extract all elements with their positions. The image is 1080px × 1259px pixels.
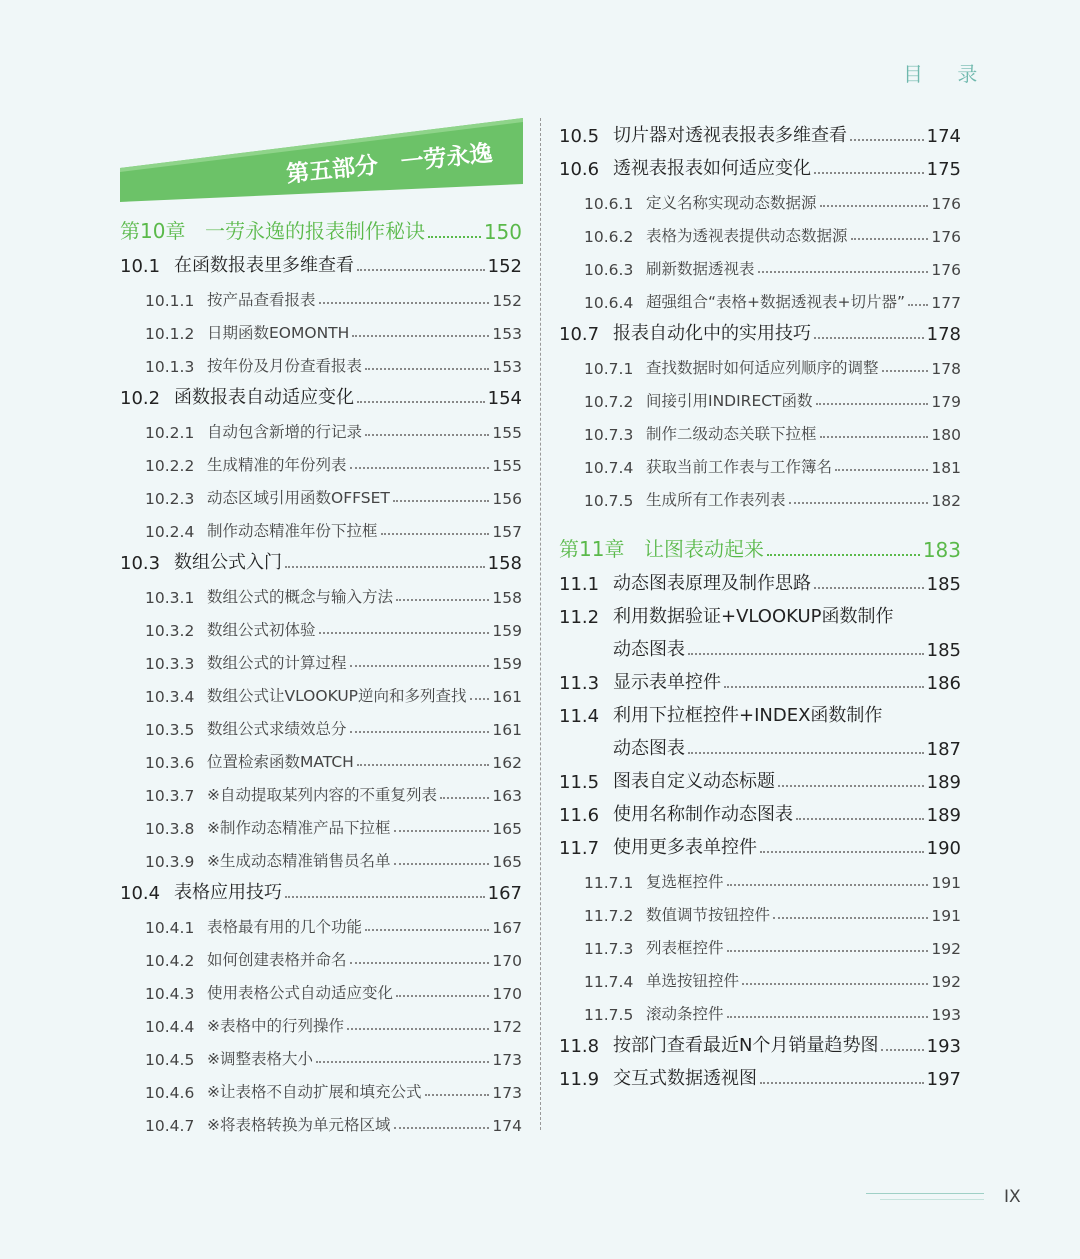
- dot-leader: [789, 502, 929, 504]
- toc-entry-page: 176: [931, 195, 961, 213]
- toc-entry-page: 187: [926, 739, 961, 760]
- dot-leader: [470, 698, 490, 700]
- toc-entry-number: 10.2: [120, 388, 161, 409]
- dot-leader: [850, 139, 924, 141]
- toc-entry-title: 定义名称实现动态数据源: [646, 194, 817, 212]
- toc-entry-title: 复选框控件: [646, 873, 724, 891]
- toc-entry-title: 间接引用INDIRECT函数: [646, 392, 813, 410]
- toc-entry-sub[interactable]: [120, 937, 522, 970]
- toc-entry-page: 191: [931, 907, 961, 925]
- toc-entry-chap[interactable]: [559, 526, 961, 562]
- dot-leader: [742, 983, 928, 985]
- dot-leader: [760, 851, 924, 853]
- toc-entry-page: 154: [487, 388, 522, 409]
- toc-entry-sec[interactable]: [559, 114, 961, 147]
- toc-entry-page: 152: [492, 292, 522, 310]
- toc-entry-number: 10.3.4: [145, 688, 195, 706]
- toc-entry-title: 制作动态精准年份下拉框: [207, 522, 378, 540]
- toc-entry-number: 10.4.6: [145, 1084, 195, 1102]
- dot-leader: [285, 566, 485, 568]
- toc-entry-sub[interactable]: [120, 442, 522, 475]
- toc-entry-page: 176: [931, 261, 961, 279]
- toc-entry-number: 第11章: [559, 537, 625, 561]
- toc-entry-title: 动态图表: [613, 639, 685, 660]
- toc-entry-page: 177: [931, 294, 961, 312]
- toc-entry-number: 10.7: [559, 324, 600, 345]
- toc-entry-title: 数组公式让VLOOKUP逆向和多列查找: [207, 687, 467, 705]
- toc-entry-page: 180: [931, 426, 961, 444]
- toc-entry-sub[interactable]: [120, 838, 522, 871]
- toc-entry-number: 10.4: [120, 883, 161, 904]
- toc-entry-number: 11.6: [559, 805, 600, 826]
- toc-entry-number: 11.3: [559, 673, 600, 694]
- toc-entry-title: 获取当前工作表与工作簿名: [646, 458, 833, 476]
- toc-entry-sec[interactable]: [120, 541, 522, 574]
- toc-entry-number: 10.3.3: [145, 655, 195, 673]
- toc-entry-sub[interactable]: [120, 475, 522, 508]
- dot-leader: [394, 863, 490, 865]
- dot-leader: [814, 587, 924, 589]
- toc-entry-title: 数组公式求绩效总分: [207, 720, 347, 738]
- toc-entry-chap[interactable]: [120, 208, 522, 244]
- toc-entry-title: 数组公式的计算过程: [207, 654, 347, 672]
- toc-entry-number: 10.1: [120, 256, 161, 277]
- toc-entry-title: 生成所有工作表列表: [646, 491, 786, 509]
- toc-entry-sub[interactable]: [559, 991, 961, 1024]
- toc-entry-title: 表格为透视表提供动态数据源: [646, 227, 848, 245]
- toc-entry-title: 位置检索函数MATCH: [207, 753, 354, 771]
- toc-entry-sec[interactable]: [559, 661, 961, 694]
- dot-leader: [773, 917, 928, 919]
- toc-entry-page: 174: [926, 126, 961, 147]
- toc-entry-page: 189: [926, 772, 961, 793]
- toc-entry-number: 10.3.8: [145, 820, 195, 838]
- toc-entry-sub[interactable]: [559, 180, 961, 213]
- toc-entry-number: 10.2.4: [145, 523, 195, 541]
- toc-entry-page: 159: [492, 655, 522, 673]
- toc-entry-number: 11.7.2: [584, 907, 634, 925]
- toc-entry-page: 178: [926, 324, 961, 345]
- toc-entry-number: 11.2: [559, 607, 600, 628]
- toc-entry-page: 181: [931, 459, 961, 477]
- dot-leader: [319, 302, 490, 304]
- toc-entry-number: 10.3.6: [145, 754, 195, 772]
- toc-entry-sub[interactable]: [120, 343, 522, 376]
- dot-leader: [394, 830, 490, 832]
- dot-leader: [425, 1094, 490, 1096]
- toc-entry-title: 动态区域引用函数OFFSET: [207, 489, 390, 507]
- toc-entry-number: 11.1: [559, 574, 600, 595]
- toc-entry-sub[interactable]: [120, 1069, 522, 1102]
- toc-entry-title: 单选按钮控件: [646, 972, 740, 990]
- toc-entry-sec[interactable]: [559, 562, 961, 595]
- toc-entry-page: 172: [492, 1018, 522, 1036]
- toc-entry-title: ※生成动态精准销售员名单: [207, 852, 391, 870]
- toc-entry-title: 如何创建表格并命名: [207, 951, 347, 969]
- toc-entry-number: 10.6: [559, 159, 600, 180]
- dot-leader: [814, 337, 924, 339]
- toc-right-column: [559, 114, 961, 1090]
- toc-entry-title: 超强组合“表格+数据透视表+切片器”: [646, 293, 906, 311]
- toc-entry-title: 交互式数据透视图: [613, 1068, 757, 1089]
- toc-entry-sub[interactable]: [559, 444, 961, 477]
- toc-entry-page: 157: [492, 523, 522, 541]
- toc-entry-number: 10.2.3: [145, 490, 195, 508]
- toc-entry-sub[interactable]: [120, 1102, 522, 1135]
- toc-entry-title: ※让表格不自动扩展和填充公式: [207, 1083, 422, 1101]
- toc-entry-page: 179: [931, 393, 961, 411]
- toc-entry-sub[interactable]: [120, 970, 522, 1003]
- toc-entry-sub[interactable]: [559, 345, 961, 378]
- toc-entry-sub[interactable]: [120, 805, 522, 838]
- toc-entry-page: 185: [926, 574, 961, 595]
- dot-leader: [428, 236, 481, 238]
- toc-entry-page: 178: [931, 360, 961, 378]
- toc-entry-title: 切片器对透视表报表多维查看: [613, 125, 847, 146]
- toc-entry-page: 163: [492, 787, 522, 805]
- toc-entry-title: 使用名称制作动态图表: [613, 804, 793, 825]
- toc-entry-sub[interactable]: [120, 673, 522, 706]
- dot-leader: [350, 731, 490, 733]
- toc-entry-title: 刷新数据透视表: [646, 260, 755, 278]
- toc-entry-sub[interactable]: [120, 310, 522, 343]
- toc-entry-number: 10.7.5: [584, 492, 634, 510]
- dot-leader: [319, 632, 490, 634]
- toc-entry-title: 显示表单控件: [613, 672, 721, 693]
- toc-entry-page: 174: [492, 1117, 522, 1135]
- toc-entry-number: 11.7.3: [584, 940, 634, 958]
- dot-leader: [881, 1049, 923, 1051]
- toc-entry-number: 10.3.2: [145, 622, 195, 640]
- toc-entry-number: 10.6.3: [584, 261, 634, 279]
- toc-entry-title: 数值调节按钮控件: [646, 906, 771, 924]
- toc-entry-page: 162: [492, 754, 522, 772]
- toc-entry-sub[interactable]: [120, 640, 522, 673]
- toc-entry-page: 191: [931, 874, 961, 892]
- dot-leader: [381, 533, 490, 535]
- toc-entry-number: 10.7.1: [584, 360, 634, 378]
- toc-entry-page: 170: [492, 985, 522, 1003]
- toc-entry-title: ※表格中的行列操作: [207, 1017, 344, 1035]
- toc-entry-page: 153: [492, 325, 522, 343]
- toc-entry-number: 11.4: [559, 706, 600, 727]
- part-banner: [120, 118, 523, 202]
- toc-entry-number: 10.3.5: [145, 721, 195, 739]
- toc-entry-number: 10.3.1: [145, 589, 195, 607]
- dot-leader: [814, 172, 924, 174]
- dot-leader: [727, 1016, 929, 1018]
- toc-entry-sec[interactable]: [559, 760, 961, 793]
- page-header-title: 目 录: [903, 62, 992, 86]
- toc-entry-page: 158: [487, 553, 522, 574]
- toc-entry-number: 10.4.2: [145, 952, 195, 970]
- toc-entry-title: 按部门查看最近N个月销量趋势图: [613, 1035, 879, 1056]
- toc-entry-sub[interactable]: [120, 409, 522, 442]
- toc-entry-title: 透视表报表如何适应变化: [613, 158, 811, 179]
- dot-leader: [796, 818, 924, 820]
- toc-entry-number: 10.6.4: [584, 294, 634, 312]
- dot-leader: [316, 1061, 489, 1063]
- dot-leader: [285, 896, 485, 898]
- dot-leader: [394, 1127, 490, 1129]
- toc-entry-page: 156: [492, 490, 522, 508]
- dot-leader: [347, 1028, 489, 1030]
- toc-entry-title: 利用数据验证+VLOOKUP函数制作: [613, 606, 894, 627]
- toc-entry-number: 10.1.3: [145, 358, 195, 376]
- toc-entry-page: 170: [492, 952, 522, 970]
- footer-rule: [866, 1193, 984, 1194]
- toc-entry-page: 165: [492, 853, 522, 871]
- banner-title: 第五部分 一劳永逸: [285, 139, 494, 189]
- toc-entry-number: 10.4.3: [145, 985, 195, 1003]
- toc-entry-page: 175: [926, 159, 961, 180]
- toc-entry-number: 10.7.2: [584, 393, 634, 411]
- toc-entry-page: 152: [487, 256, 522, 277]
- dot-leader: [350, 665, 490, 667]
- toc-entry-sec[interactable]: [559, 312, 961, 345]
- dot-leader: [908, 304, 928, 306]
- toc-entry-title: 让图表动起来: [644, 537, 764, 561]
- dot-leader: [350, 962, 490, 964]
- toc-entry-page: 192: [931, 940, 961, 958]
- toc-entry-sec[interactable]: [559, 1024, 961, 1057]
- toc-entry-page: 153: [492, 358, 522, 376]
- dot-leader: [882, 370, 929, 372]
- toc-entry-sub[interactable]: [559, 279, 961, 312]
- toc-entry-page: 159: [492, 622, 522, 640]
- toc-left-column: [120, 208, 522, 1135]
- dot-leader: [820, 205, 929, 207]
- toc-entry-page: 182: [931, 492, 961, 510]
- toc-entry-page: 158: [492, 589, 522, 607]
- dot-leader: [724, 686, 924, 688]
- toc-entry-number: 10.7.4: [584, 459, 634, 477]
- toc-entry-sub[interactable]: [559, 246, 961, 279]
- toc-entry-sub[interactable]: [120, 1003, 522, 1036]
- toc-entry-page: 161: [492, 721, 522, 739]
- toc-entry-page: 161: [492, 688, 522, 706]
- toc-entry-number: 10.2.2: [145, 457, 195, 475]
- dot-leader: [357, 401, 485, 403]
- toc-entry-number: 10.3.9: [145, 853, 195, 871]
- dot-leader: [350, 467, 490, 469]
- toc-entry-title: 数组公式的概念与输入方法: [207, 588, 394, 606]
- toc-entry-page: 193: [926, 1036, 961, 1057]
- dot-leader: [816, 403, 929, 405]
- toc-entry-sub[interactable]: [559, 892, 961, 925]
- dot-leader: [440, 797, 489, 799]
- dot-leader: [396, 995, 489, 997]
- dot-leader: [767, 554, 920, 556]
- toc-entry-page: 155: [492, 424, 522, 442]
- toc-entry-title: 报表自动化中的实用技巧: [613, 323, 811, 344]
- toc-entry-page: 167: [492, 919, 522, 937]
- toc-entry-sec-cont[interactable]: [559, 727, 961, 760]
- toc-entry-title: 按年份及月份查看报表: [207, 357, 363, 375]
- dot-leader: [851, 238, 929, 240]
- toc-entry-page: 190: [926, 838, 961, 859]
- toc-entry-sub[interactable]: [120, 739, 522, 772]
- toc-entry-page: 185: [926, 640, 961, 661]
- toc-entry-title: 按产品查看报表: [207, 291, 316, 309]
- toc-entry-sub[interactable]: [120, 706, 522, 739]
- toc-entry-title: 数组公式初体验: [207, 621, 316, 639]
- toc-entry-number: 10.1.1: [145, 292, 195, 310]
- toc-entry-number: 10.2.1: [145, 424, 195, 442]
- toc-entry-title: 图表自定义动态标题: [613, 771, 775, 792]
- toc-entry-title: 在函数报表里多维查看: [174, 255, 354, 276]
- toc-entry-number: 11.9: [559, 1069, 600, 1090]
- toc-entry-title: 使用更多表单控件: [613, 837, 757, 858]
- dot-leader: [727, 884, 929, 886]
- dot-leader: [727, 950, 929, 952]
- toc-entry-page: 176: [931, 228, 961, 246]
- column-divider: [540, 118, 541, 1130]
- toc-entry-title: 数组公式入门: [174, 552, 282, 573]
- toc-entry-title: 函数报表自动适应变化: [174, 387, 354, 408]
- toc-entry-sub[interactable]: [120, 904, 522, 937]
- toc-entry-title: 制作二级动态关联下拉框: [646, 425, 817, 443]
- toc-entry-sec[interactable]: [559, 826, 961, 859]
- toc-entry-sec[interactable]: [559, 595, 961, 628]
- dot-leader: [835, 469, 928, 471]
- footer-rule-secondary: [880, 1199, 984, 1200]
- toc-entry-title: 滚动条控件: [646, 1005, 724, 1023]
- page-number: IX: [1004, 1187, 1021, 1207]
- toc-entry-sec[interactable]: [120, 871, 522, 904]
- toc-entry-sec[interactable]: [120, 376, 522, 409]
- toc-entry-number: 10.3: [120, 553, 161, 574]
- dot-leader: [365, 434, 489, 436]
- toc-entry-page: 173: [492, 1084, 522, 1102]
- toc-entry-number: 第10章: [120, 219, 186, 243]
- toc-entry-title: 自动包含新增的行记录: [207, 423, 363, 441]
- dot-leader: [820, 436, 929, 438]
- toc-entry-page: 197: [926, 1069, 961, 1090]
- toc-entry-page: 186: [926, 673, 961, 694]
- toc-entry-sub[interactable]: [559, 859, 961, 892]
- toc-entry-page: 155: [492, 457, 522, 475]
- toc-entry-page: 183: [922, 538, 961, 562]
- toc-entry-sub[interactable]: [120, 1036, 522, 1069]
- toc-entry-sub[interactable]: [559, 958, 961, 991]
- toc-entry-sub[interactable]: [559, 411, 961, 444]
- toc-entry-number: 11.7.5: [584, 1006, 634, 1024]
- toc-entry-sub[interactable]: [120, 508, 522, 541]
- toc-entry-title: 表格应用技巧: [174, 882, 282, 903]
- toc-entry-sub[interactable]: [559, 925, 961, 958]
- toc-entry-number: 11.5: [559, 772, 600, 793]
- toc-entry-title: 利用下拉框控件+INDEX函数制作: [613, 705, 883, 726]
- toc-entry-sec[interactable]: [559, 793, 961, 826]
- toc-entry-sub[interactable]: [559, 477, 961, 510]
- toc-entry-title: ※制作动态精准产品下拉框: [207, 819, 391, 837]
- toc-entry-sec[interactable]: [559, 147, 961, 180]
- toc-entry-sub[interactable]: [120, 574, 522, 607]
- toc-entry-title: ※将表格转换为单元格区域: [207, 1116, 391, 1134]
- toc-entry-number: 10.4.7: [145, 1117, 195, 1135]
- toc-entry-sec[interactable]: [559, 694, 961, 727]
- toc-entry-number: 10.3.7: [145, 787, 195, 805]
- toc-entry-sec[interactable]: [559, 1057, 961, 1090]
- toc-entry-page: 189: [926, 805, 961, 826]
- toc-entry-page: 193: [931, 1006, 961, 1024]
- toc-entry-number: 10.6.2: [584, 228, 634, 246]
- dot-leader: [357, 764, 490, 766]
- dot-leader: [365, 929, 489, 931]
- toc-entry-title: 日期函数EOMONTH: [207, 324, 350, 342]
- toc-entry-title: 一劳永逸的报表制作秘诀: [205, 219, 425, 243]
- toc-entry-title: 表格最有用的几个功能: [207, 918, 363, 936]
- toc-entry-title: ※自动提取某列内容的不重复列表: [207, 786, 437, 804]
- dot-leader: [778, 785, 924, 787]
- toc-entry-title: 动态图表: [613, 738, 685, 759]
- toc-entry-page: 165: [492, 820, 522, 838]
- toc-entry-number: 10.1.2: [145, 325, 195, 343]
- toc-entry-title: 动态图表原理及制作思路: [613, 573, 811, 594]
- dot-leader: [688, 653, 924, 655]
- section-spacer: [559, 510, 961, 526]
- toc-entry-sec[interactable]: [120, 244, 522, 277]
- toc-entry-number: 11.7.1: [584, 874, 634, 892]
- toc-entry-number: 10.5: [559, 126, 600, 147]
- dot-leader: [760, 1082, 924, 1084]
- toc-entry-title: ※调整表格大小: [207, 1050, 313, 1068]
- dot-leader: [688, 752, 924, 754]
- dot-leader: [352, 335, 489, 337]
- toc-entry-number: 10.4.4: [145, 1018, 195, 1036]
- dot-leader: [365, 368, 489, 370]
- dot-leader: [758, 271, 929, 273]
- toc-entry-sub[interactable]: [120, 277, 522, 310]
- toc-entry-number: 11.7.4: [584, 973, 634, 991]
- dot-leader: [396, 599, 489, 601]
- toc-entry-title: 生成精准的年份列表: [207, 456, 347, 474]
- toc-entry-sub[interactable]: [559, 378, 961, 411]
- toc-entry-page: 167: [487, 883, 522, 904]
- toc-entry-sub[interactable]: [120, 607, 522, 640]
- toc-entry-title: 查找数据时如何适应列顺序的调整: [646, 359, 879, 377]
- toc-entry-page: 192: [931, 973, 961, 991]
- toc-entry-number: 10.4.5: [145, 1051, 195, 1069]
- toc-entry-number: 10.6.1: [584, 195, 634, 213]
- toc-entry-number: 11.7: [559, 838, 600, 859]
- toc-entry-page: 150: [483, 220, 522, 244]
- toc-entry-page: 173: [492, 1051, 522, 1069]
- toc-entry-number: 10.4.1: [145, 919, 195, 937]
- toc-entry-title: 列表框控件: [646, 939, 724, 957]
- toc-entry-sub[interactable]: [559, 213, 961, 246]
- toc-entry-sec-cont[interactable]: [559, 628, 961, 661]
- toc-entry-number: 10.7.3: [584, 426, 634, 444]
- toc-entry-sub[interactable]: [120, 772, 522, 805]
- toc-entry-number: 11.8: [559, 1036, 600, 1057]
- dot-leader: [357, 269, 485, 271]
- dot-leader: [393, 500, 490, 502]
- toc-entry-title: 使用表格公式自动适应变化: [207, 984, 394, 1002]
